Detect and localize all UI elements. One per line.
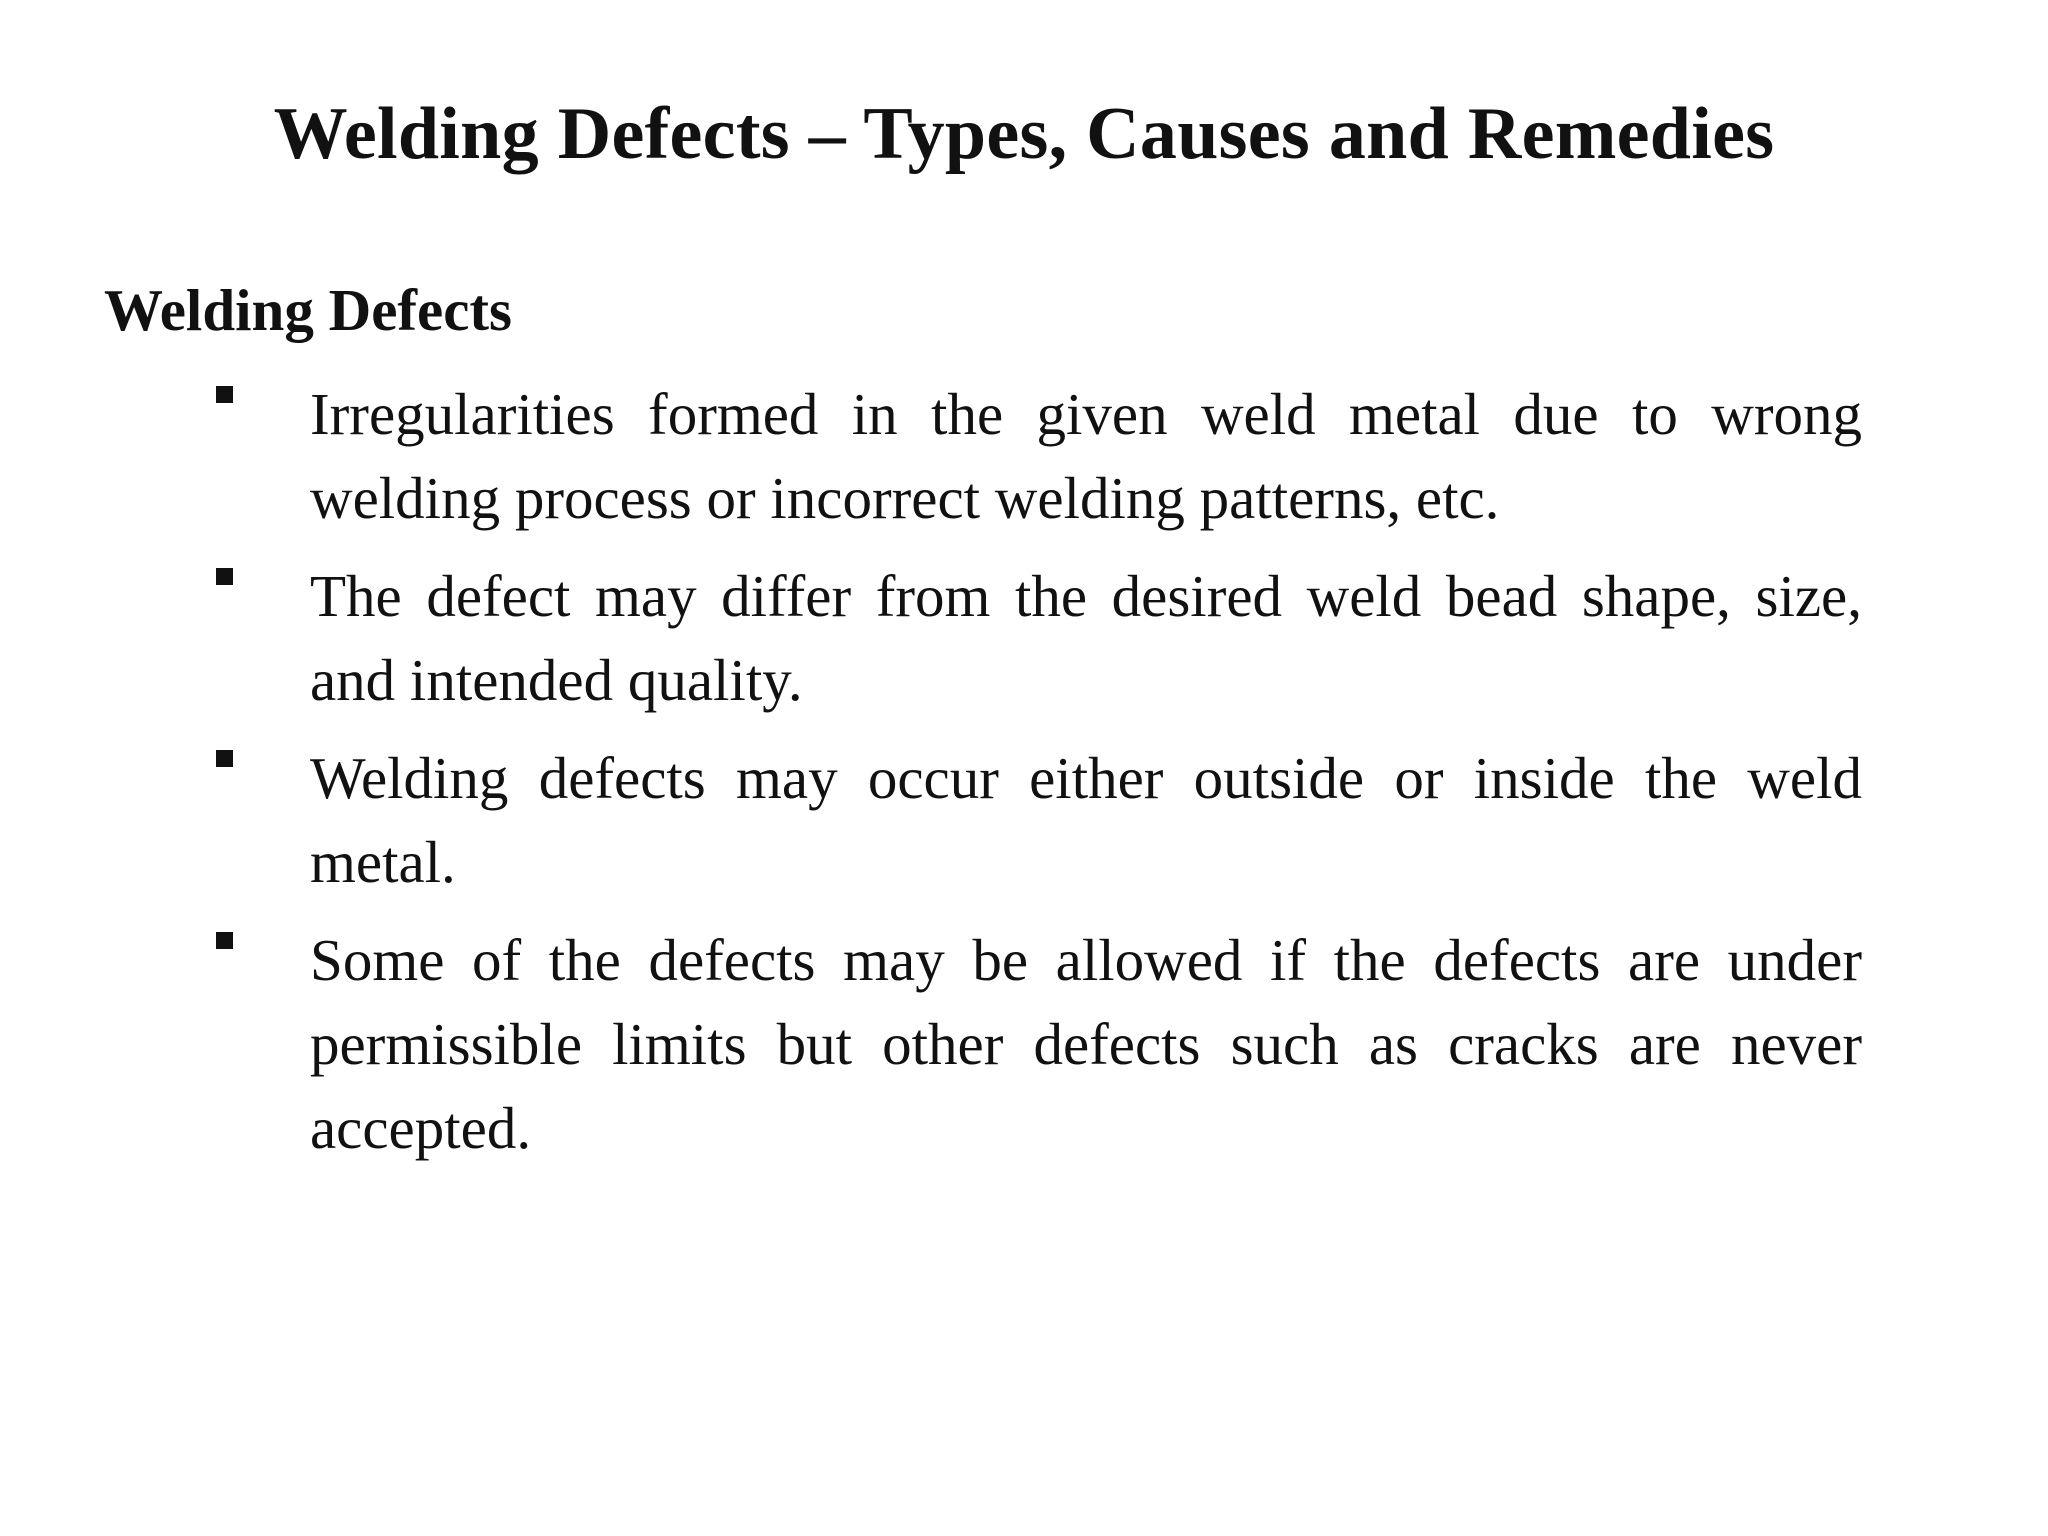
bullet-list xyxy=(206,372,1862,1184)
list-item xyxy=(206,372,1862,540)
list-item xyxy=(206,736,1862,904)
slide-title: Welding Defects – Types, Causes and Remedies xyxy=(273,93,1775,175)
bullet-text: Some of the defects may be allowed if the defects are under permissible limits but other defects such as cracks are never accepted. xyxy=(310,927,1862,1161)
list-item xyxy=(206,918,1862,1170)
square-bullet-icon xyxy=(216,932,233,949)
bullet-text: Welding defects may occur either outside or inside the weld metal. xyxy=(310,745,1862,895)
square-bullet-icon xyxy=(216,750,233,767)
bullet-text: Irregularities formed in the given weld metal due to wrong welding process or incorrect welding patterns, etc. xyxy=(310,381,1862,531)
bullet-text: The defect may differ from the desired weld bead shape, size, and intended quality. xyxy=(310,563,1862,713)
list-item xyxy=(206,554,1862,722)
square-bullet-icon xyxy=(216,386,233,403)
section-heading: Welding Defects xyxy=(104,277,513,343)
square-bullet-icon xyxy=(216,568,233,585)
